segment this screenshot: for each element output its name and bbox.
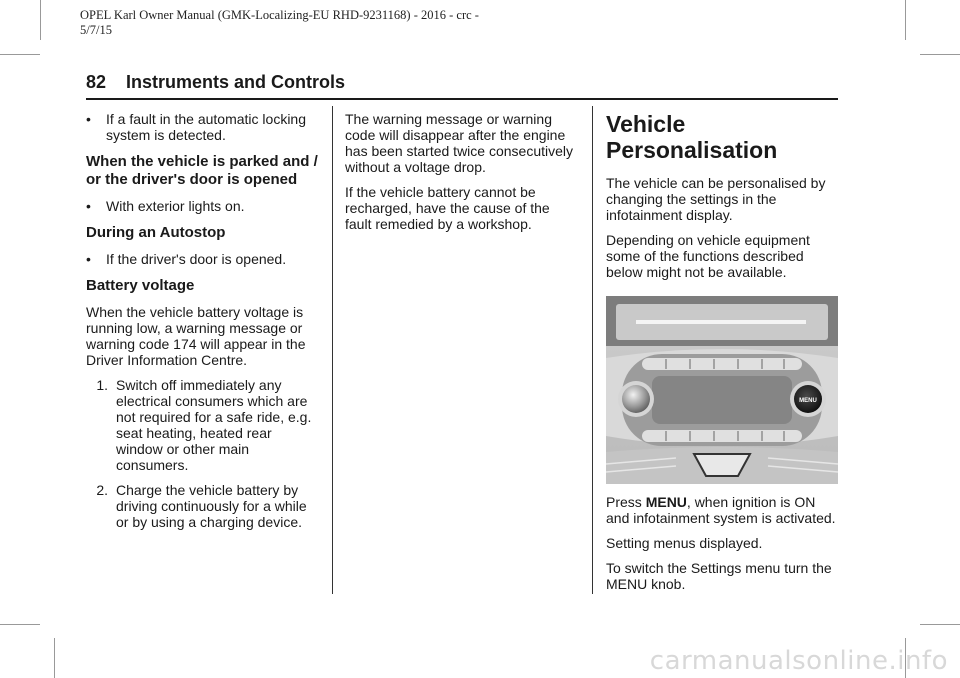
page-header <box>86 72 838 93</box>
subheading-autostop: During an Autostop <box>86 224 226 241</box>
warning-disappear-paragraph: The warning message or warning code will disappear after the engine has been started twice consecutively without a voltage drop. <box>345 111 574 175</box>
metadata-line-1: OPEL Karl Owner Manual (GMK-Localizing-EU RHD-9231168) - 2016 - crc - <box>80 8 479 22</box>
bullet-mark: • <box>86 111 91 127</box>
infotainment-panel-photo <box>606 296 838 484</box>
step-text: Charge the vehicle battery by driving continuously for a while or by using a charging device. <box>116 482 307 530</box>
subheading-battery-voltage: Battery voltage <box>86 277 195 294</box>
crop-mark <box>0 624 40 625</box>
column-right <box>606 111 840 601</box>
workshop-paragraph: If the vehicle battery cannot be recharged, have the cause of the fault remedied by a workshop. <box>345 184 550 232</box>
bullet-text: With exterior lights on. <box>106 198 245 214</box>
page-number: 82 <box>86 72 107 92</box>
section-title: Instruments and Controls <box>126 72 346 92</box>
display-reflection <box>636 320 806 324</box>
column-divider <box>332 106 333 594</box>
list-item <box>86 482 322 530</box>
battery-steps-list <box>86 377 322 530</box>
menu-keyword: MENU <box>645 494 687 510</box>
personalisation-intro: The vehicle can be personalised by changing the settings in the infotainment display. <box>606 175 826 223</box>
battery-intro-paragraph: When the vehicle battery voltage is running low, a warning message or warning code 174 will appear in the Driver Information Centre. <box>86 304 306 368</box>
header-rule <box>86 98 838 100</box>
infotainment-panel-illustration <box>606 296 838 484</box>
step-number: 2. <box>96 482 108 498</box>
press-prefix: Press <box>606 494 646 510</box>
bullet-text: If a fault in the automatic locking system is detected. <box>106 111 306 143</box>
bullet-mark: • <box>86 198 91 214</box>
watermark: carmanualsonline.info <box>649 646 948 676</box>
bullet-mark: • <box>86 251 91 267</box>
press-menu-paragraph <box>606 494 840 526</box>
volume-knob <box>622 385 650 413</box>
section-heading: Vehicle Personalisation <box>606 111 778 163</box>
subheading-parked: When the vehicle is parked and / or the driver's door is opened <box>86 153 318 188</box>
crop-mark <box>905 0 906 40</box>
column-left <box>86 111 322 539</box>
step-text: Switch off immediately any electrical consumers which are not required for a safe ride, e.g. seat heating, heated rear window or other main consumers. <box>116 377 312 473</box>
crop-mark <box>54 638 55 678</box>
bullet-text: If the driver's door is opened. <box>106 251 287 267</box>
step-number: 1. <box>96 377 108 393</box>
print-metadata <box>80 8 479 38</box>
crop-mark <box>0 54 40 55</box>
column-middle <box>345 111 579 241</box>
switch-settings-paragraph: To switch the Settings menu turn the MENU knob. <box>606 560 832 592</box>
bullet-item <box>86 251 322 267</box>
equipment-note: Depending on vehicle equipment some of the functions described below might not be available. <box>606 232 810 280</box>
crop-mark <box>920 54 960 55</box>
metadata-line-2: 5/7/15 <box>80 23 112 37</box>
center-display <box>652 376 792 424</box>
list-item <box>86 377 322 473</box>
crop-mark <box>40 0 41 40</box>
menu-knob-label: MENU <box>799 398 817 404</box>
column-divider <box>592 106 593 594</box>
crop-mark <box>920 624 960 625</box>
bullet-item <box>86 111 322 143</box>
settings-displayed-paragraph: Setting menus displayed. <box>606 535 763 551</box>
bullet-item <box>86 198 322 214</box>
press-suffix: , when ignition is ON and infotainment system is activated. <box>606 494 836 526</box>
